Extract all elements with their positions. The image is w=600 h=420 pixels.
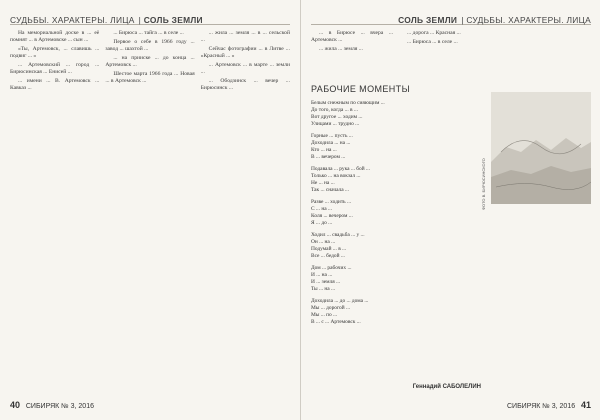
paragraph: «Ты, Артемовск, ... славишь ... подвиг ... » bbox=[10, 46, 100, 59]
poem-stanza bbox=[311, 298, 486, 326]
paragraph: ... Бирюса ... в селе ... bbox=[407, 39, 458, 45]
poem-line: Вот другое ... ходим ... bbox=[311, 114, 363, 120]
poem-line: Дом ... рабочих ... bbox=[311, 265, 352, 271]
right-header-secondary: СУДЬБЫ. ХАРАКТЕРЫ. ЛИЦА bbox=[466, 15, 591, 25]
poem-line: Разве ... ходить ... bbox=[311, 199, 352, 205]
left-column-3 bbox=[201, 30, 290, 392]
paragraph: ... Артемовск ... в марте ... земли ... bbox=[200, 62, 290, 75]
poem-line: И ... земля ... bbox=[311, 279, 341, 285]
poem-line: В ... вечером ... bbox=[311, 154, 346, 160]
paragraph: ... на прииске ... до конца ... Артемовск ... bbox=[105, 55, 195, 68]
photo-caption: ФОТО В. БИРЮСИНСКОГО bbox=[481, 158, 486, 210]
right-footer bbox=[507, 400, 591, 410]
paragraph: ... жила ... земля ... в ... сельской ... bbox=[200, 30, 290, 43]
poem-line: Доходила ... до ... дома ... bbox=[311, 298, 369, 304]
left-body-columns bbox=[10, 30, 290, 392]
left-column-2 bbox=[105, 30, 194, 392]
poem-line: Не ... на ... bbox=[311, 180, 335, 186]
poem-line: Мы ... дорогой ... bbox=[311, 305, 351, 311]
right-page bbox=[300, 0, 600, 420]
paragraph: ... имени ... В. Артемовск ... Кавказ ... bbox=[10, 78, 100, 91]
paragraph: ... Артемовский ... город ... Бирюсинская ... Енисей ... bbox=[10, 62, 100, 75]
poem-line: С ... на ... bbox=[311, 206, 333, 212]
page-number: 40 bbox=[10, 400, 21, 410]
poem-line: И ... на ... bbox=[311, 272, 333, 278]
poem-title: РАБОЧИЕ МОМЕНТЫ bbox=[311, 84, 410, 94]
paragraph: На мемориальной доске в ... её помнят ... в Артемовске ... сын ... bbox=[10, 30, 100, 43]
sketch-image bbox=[491, 92, 591, 204]
left-column-1 bbox=[10, 30, 99, 392]
left-header-primary: СУДЬБЫ. ХАРАКТЕРЫ. ЛИЦА bbox=[10, 15, 135, 25]
poem-line: Белым снежным по сияющим ... bbox=[311, 100, 385, 106]
poem-stanza bbox=[311, 199, 486, 227]
right-running-header: СОЛЬ ЗЕМЛИ | СУДЬБЫ. ХАРАКТЕРЫ. ЛИЦА bbox=[311, 10, 591, 25]
landscape-illustration bbox=[491, 92, 591, 204]
poem-line: Только ... на вокзал ... bbox=[311, 173, 361, 179]
paragraph: ... жила ... земля ... bbox=[319, 46, 363, 52]
paragraph: Первое о себе в 1966 году ... завод ... шахтой ... bbox=[105, 39, 195, 52]
poem-line: Улицами ... трудно ... bbox=[311, 121, 360, 127]
paragraph: ... Бирюса ... тайга ... в селе ... bbox=[113, 30, 184, 36]
poem-line: Ходил ... свадьба ... у ... bbox=[311, 232, 365, 238]
issue-label: СИБИРЯК № 3, 2016 bbox=[507, 403, 576, 410]
poem-line: Я ... до ... bbox=[311, 220, 333, 226]
left-footer bbox=[10, 400, 94, 410]
poem-stanza bbox=[311, 133, 486, 161]
author-signature: Геннадий САБОЛЕЛИН bbox=[412, 384, 481, 390]
poem-line: Он ... на ... bbox=[311, 239, 336, 245]
poem-line: Коля ... вечером ... bbox=[311, 213, 353, 219]
page-number: 41 bbox=[580, 400, 591, 410]
paragraph: ... дорога ... Красная ... bbox=[407, 30, 461, 36]
poem-stanza bbox=[311, 232, 486, 260]
poem-stanza bbox=[311, 166, 486, 194]
poem-line: Доходила ... на ... bbox=[311, 140, 351, 146]
paragraph: Сейчас фотографии ... в Литве ... «Красный ... » bbox=[200, 46, 290, 59]
issue-label: СИБИРЯК № 3, 2016 bbox=[25, 403, 94, 410]
poem-line: Мы ... по ... bbox=[311, 312, 338, 318]
poem-block bbox=[311, 100, 486, 392]
left-header-secondary: СОЛЬ ЗЕМЛИ bbox=[143, 15, 203, 25]
poem-stanza bbox=[311, 265, 486, 293]
paragraph: ... в Бирюсе ... вчера ... Артемовск ... bbox=[311, 30, 393, 43]
poem-line: Горные ... пусть ... bbox=[311, 133, 353, 139]
poem-line: Так ... сначала ... bbox=[311, 187, 349, 193]
poem-line: Ты ... на ... bbox=[311, 286, 336, 292]
right-header-primary: СОЛЬ ЗЕМЛИ bbox=[398, 15, 458, 25]
poem-line: Подавала ... рука ... бой ... bbox=[311, 166, 371, 172]
paragraph: ... Ободзинск ... вечер ... Бирюсинск ... bbox=[200, 78, 290, 91]
poem-stanza bbox=[311, 100, 486, 128]
poem-line: Кто ... на ... bbox=[311, 147, 337, 153]
poem-line: В ... с ... Артемовск ... bbox=[311, 319, 361, 325]
paragraph: Шестое марта 1966 года ... Новая ... в Артемовск ... bbox=[105, 71, 195, 84]
poem-line: До того, когда ... в ... bbox=[311, 107, 358, 113]
poem-line: Подумай ... в ... bbox=[311, 246, 347, 252]
left-running-header: СУДЬБЫ. ХАРАКТЕРЫ. ЛИЦА | СОЛЬ ЗЕМЛИ bbox=[10, 10, 290, 25]
poem-line: Все ... бедой ... bbox=[311, 253, 345, 259]
